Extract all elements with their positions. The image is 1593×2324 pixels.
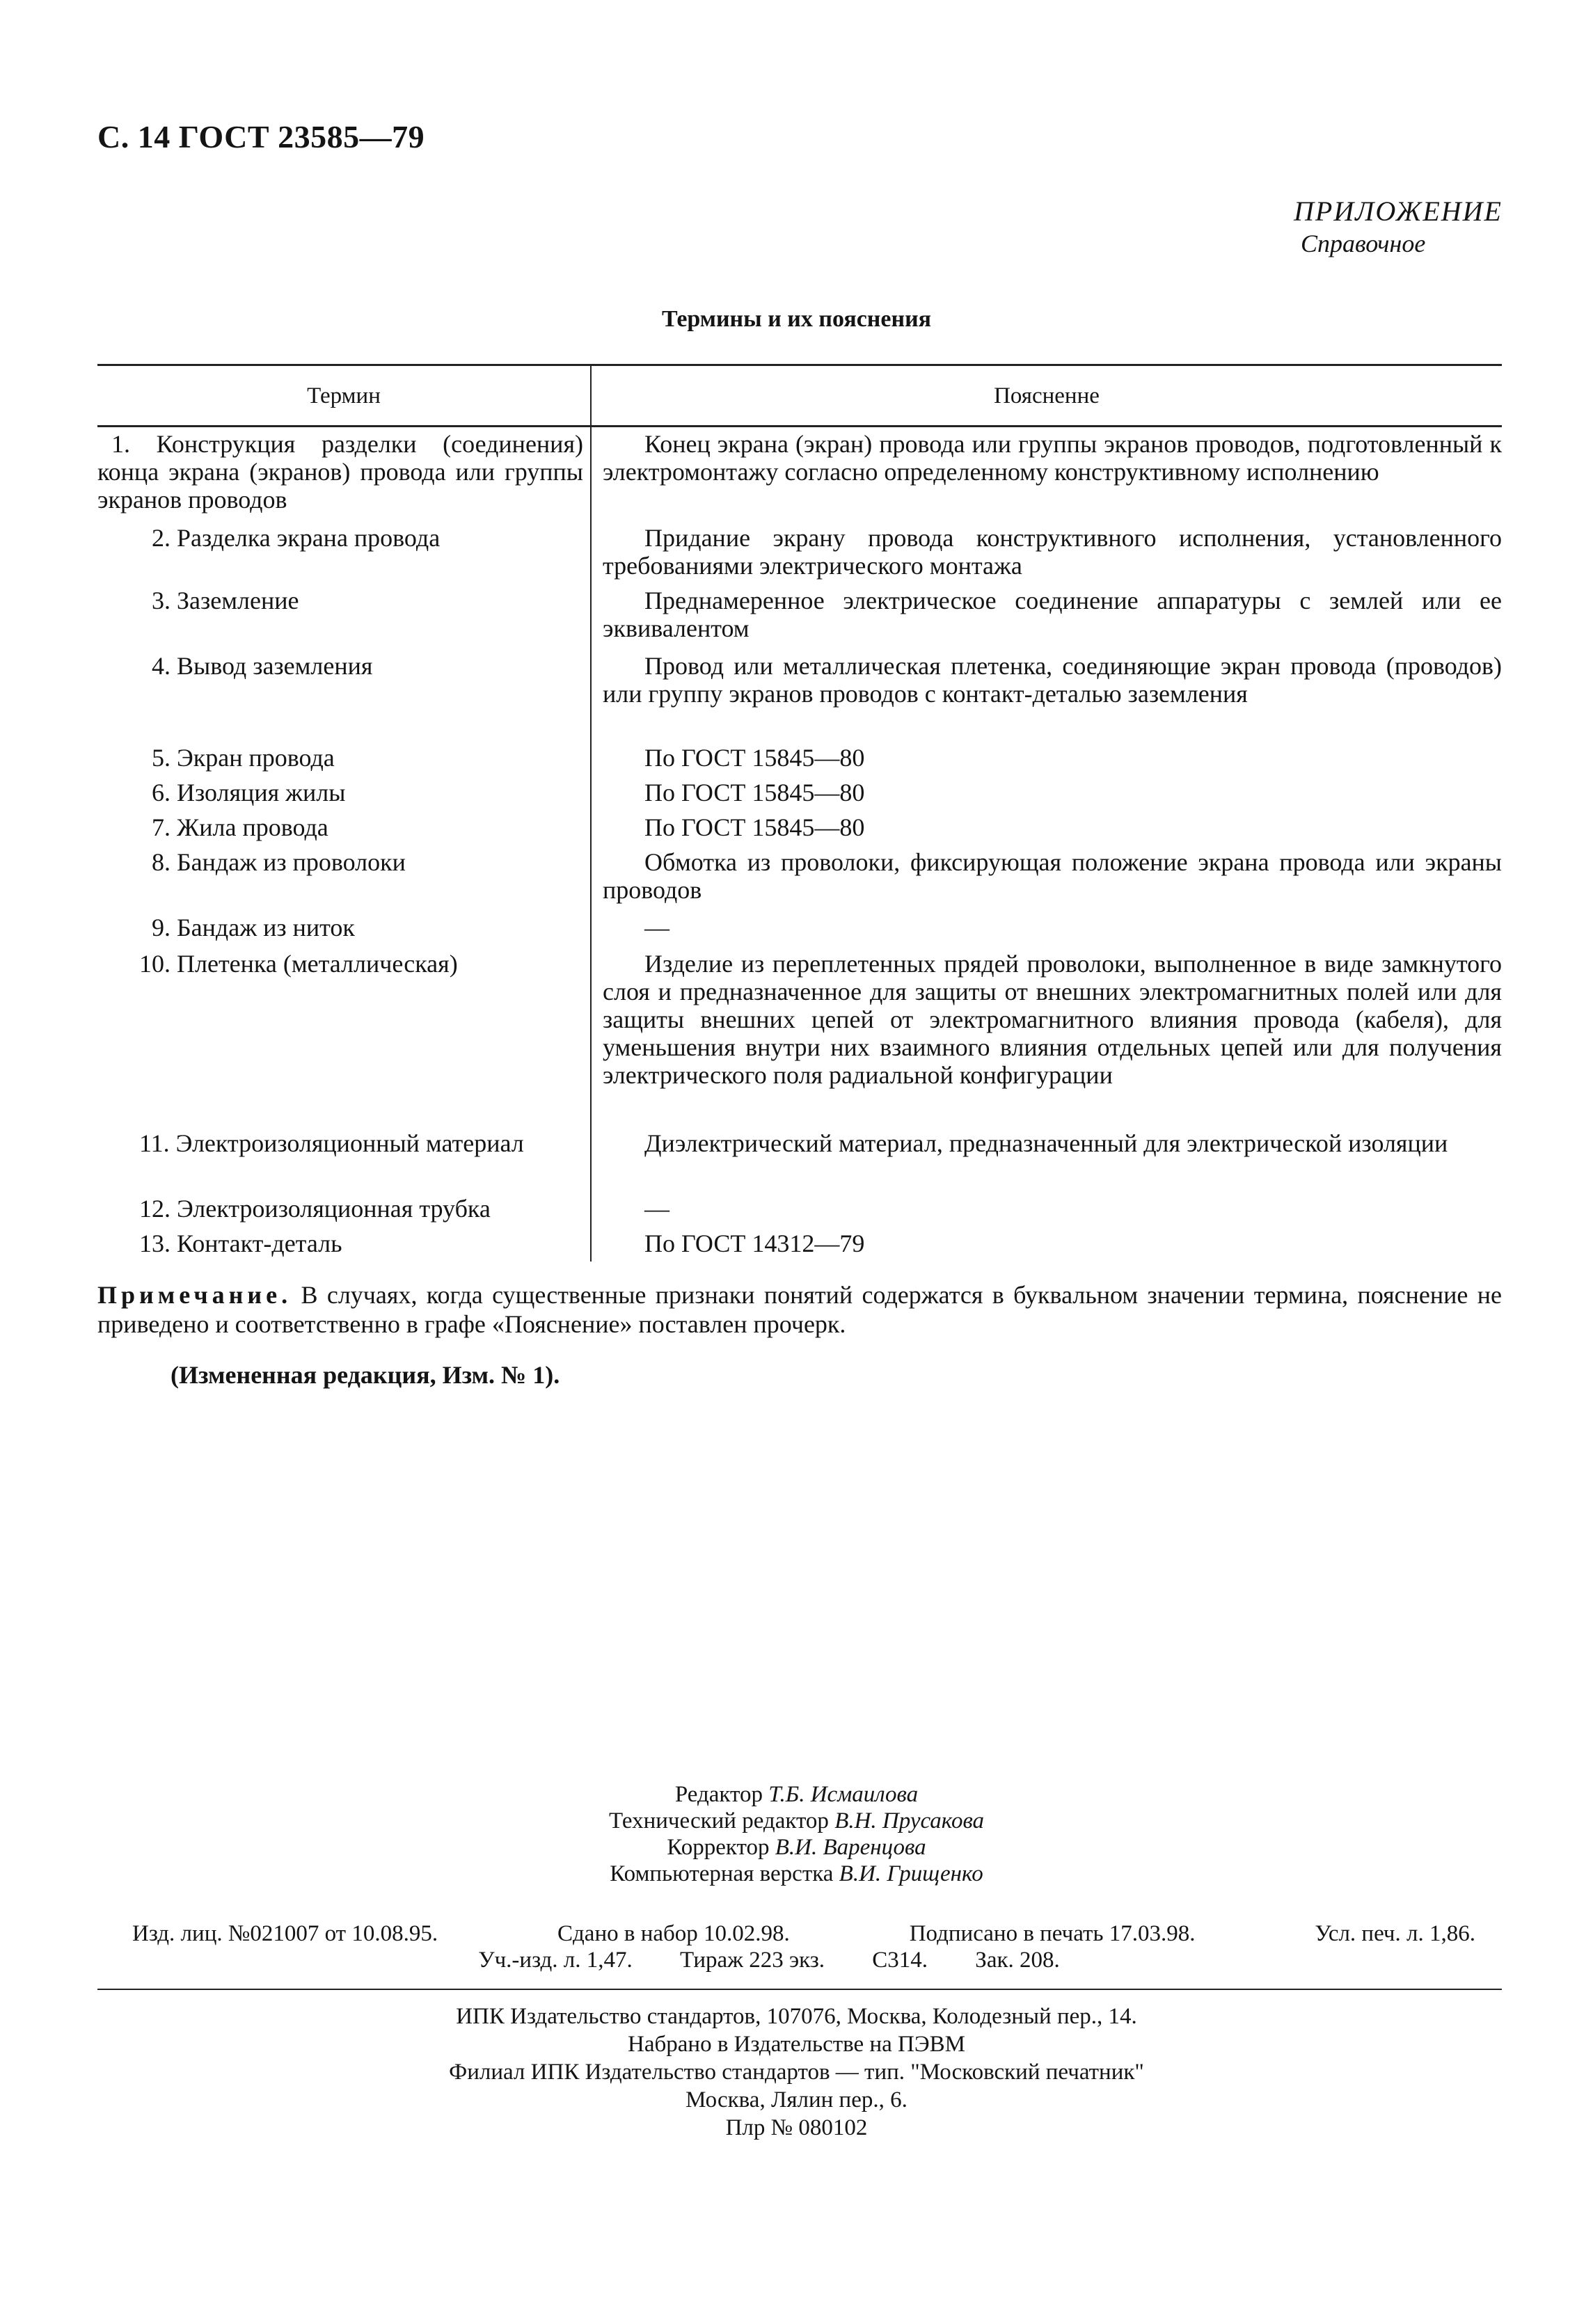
credits-block — [0, 1781, 1593, 1887]
editor-label: Редактор — [674, 1782, 763, 1807]
publisher-line: Москва, Лялин пер., 6. — [685, 2087, 908, 2112]
explanation-cell: Конец экрана (экран) провода или группы экранов проводов, подготовленный к электромонтажу согласно определенному конструктивному исполнению — [603, 430, 1502, 486]
order-number: Зак. 208. — [975, 1948, 1060, 1973]
terms-table — [97, 364, 1502, 1262]
editor-line — [0, 1781, 1593, 1808]
explanation-cell: По ГОСТ 15845—80 — [644, 813, 865, 841]
explanation-cell: Придание экрану провода конструктивного исполнения, установленного требованиями электрического монтажа — [603, 523, 1502, 580]
term-cell: 3. Заземление — [97, 584, 591, 649]
publisher-line: Набрано в Издательстве на ПЭВМ — [628, 2032, 965, 2057]
table-row — [97, 741, 1502, 776]
print-info-row-1 — [132, 1920, 1475, 1947]
table-row — [97, 521, 1502, 584]
table-row — [97, 776, 1502, 811]
appendix-label — [1294, 195, 1503, 258]
explanation-cell: — — [644, 913, 669, 941]
publisher-line: Плр № 080102 — [725, 2115, 868, 2140]
term-cell: 9. Бандаж из ниток — [97, 911, 591, 947]
term-cell: 13. Контакт-деталь — [97, 1227, 591, 1262]
table-row — [97, 584, 1502, 649]
publisher-line: Филиал ИПК Издательство стандартов — тип. "Московский печатник" — [449, 2060, 1144, 2085]
editor-name: Т.Б. Исмаилова — [768, 1782, 919, 1807]
tech-editor-label: Технический редактор — [608, 1808, 829, 1833]
table-title: Термины и их пояснения — [661, 306, 932, 332]
layout-name: В.И. Грищенко — [839, 1861, 983, 1886]
term-cell: 10. Плетенка (металлическая) — [97, 947, 591, 1127]
pub-sheets: Уч.-изд. л. 1,47. — [478, 1948, 633, 1973]
explanation-cell: Провод или металлическая плетенка, соединяющие экран провода (проводов) или группу экранов проводов с контакт-деталью заземления — [603, 651, 1502, 708]
explanation-cell: По ГОСТ 15845—80 — [644, 778, 865, 806]
print-info-row-2 — [132, 1947, 1475, 1973]
table-row — [97, 1127, 1502, 1192]
corrector-name: В.И. Варенцова — [775, 1835, 926, 1860]
print-sheets: Усл. печ. л. 1,86. — [1315, 1921, 1475, 1946]
table-row — [97, 811, 1502, 845]
table-row — [97, 1227, 1502, 1262]
term-cell: 5. Экран провода — [97, 741, 591, 776]
print-info — [132, 1920, 1475, 1973]
term-cell: 7. Жила провода — [97, 811, 591, 845]
note-text: В случаях, когда существенные признаки понятий содержатся в буквальном значении термина, пояснение не приведено и соответственно в графе «Пояснение» поставлен прочерк. — [97, 1281, 1502, 1338]
license: Изд. лиц. №021007 от 10.08.95. — [132, 1921, 438, 1946]
table-row — [97, 649, 1502, 741]
term-cell: 1. Конструкция разделки (соединения) конца экрана (экранов) провода или группы экранов проводов — [97, 427, 591, 521]
table-row — [97, 1192, 1502, 1227]
corrector-line — [0, 1834, 1593, 1861]
submitted-date: Сдано в набор 10.02.98. — [557, 1921, 790, 1946]
explanation-cell: Преднамеренное электрическое соединение аппаратуры с землей или ее эквивалентом — [603, 586, 1502, 642]
layout-label: Компьютерная верстка — [610, 1861, 834, 1886]
tech-editor-name: В.Н. Прусакова — [834, 1808, 985, 1833]
table-row — [97, 911, 1502, 947]
term-cell: 2. Разделка экрана провода — [97, 521, 591, 584]
note — [97, 1280, 1502, 1339]
tech-editor-line — [0, 1808, 1593, 1834]
column-header-explanation: Поясненне — [591, 365, 1502, 427]
appendix-subtitle: Справочное — [1301, 230, 1426, 257]
print-code: С314. — [872, 1948, 928, 1973]
circulation: Тираж 223 экз. — [680, 1948, 825, 1973]
table-header-row — [97, 365, 1502, 427]
explanation-cell: Изделие из переплетенных прядей проволоки, выполненное в виде замкнутого слоя и предназначенное для защиты от внешних электромагнитных полей или для защиты внешних цепей от электромагнитного влияния провода (кабеля), для уменьшения внутри них взаимного влияния отдельных цепей или для получения электрического поля радиальной конфигурации — [603, 949, 1502, 1089]
explanation-cell: Обмотка из проволоки, фиксирующая положение экрана провода или экраны проводов — [603, 847, 1502, 904]
page-header: С. 14 ГОСТ 23585—79 — [97, 119, 425, 154]
term-cell: 11. Электроизоляционный материал — [97, 1127, 591, 1192]
divider — [97, 1989, 1502, 1990]
corrector-label: Корректор — [667, 1835, 770, 1860]
explanation-cell: Диэлектрический материал, предназначенный для электрической изоляции — [644, 1129, 1448, 1157]
term-cell: 8. Бандаж из проволоки — [97, 845, 591, 911]
table-row — [97, 845, 1502, 911]
signed-date: Подписано в печать 17.03.98. — [909, 1921, 1196, 1946]
column-header-term: Термин — [97, 365, 591, 427]
term-cell: 12. Электроизоляционная трубка — [97, 1192, 591, 1227]
publisher-block — [0, 2003, 1593, 2142]
appendix-title: ПРИЛОЖЕНИЕ — [1294, 196, 1503, 227]
amendment-notice: (Измененная редакция, Изм. № 1). — [171, 1361, 560, 1389]
explanation-cell: — — [644, 1194, 669, 1223]
note-label: Примечание. — [97, 1281, 292, 1309]
explanation-cell: По ГОСТ 14312—79 — [644, 1229, 865, 1257]
table-row — [97, 947, 1502, 1127]
publisher-line: ИПК Издательство стандартов, 107076, Москва, Колодезный пер., 14. — [456, 2004, 1137, 2029]
term-cell: 4. Вывод заземления — [97, 649, 591, 741]
table-row — [97, 427, 1502, 521]
explanation-cell: По ГОСТ 15845—80 — [644, 743, 865, 772]
layout-line — [0, 1861, 1593, 1887]
term-cell: 6. Изоляция жилы — [97, 776, 591, 811]
